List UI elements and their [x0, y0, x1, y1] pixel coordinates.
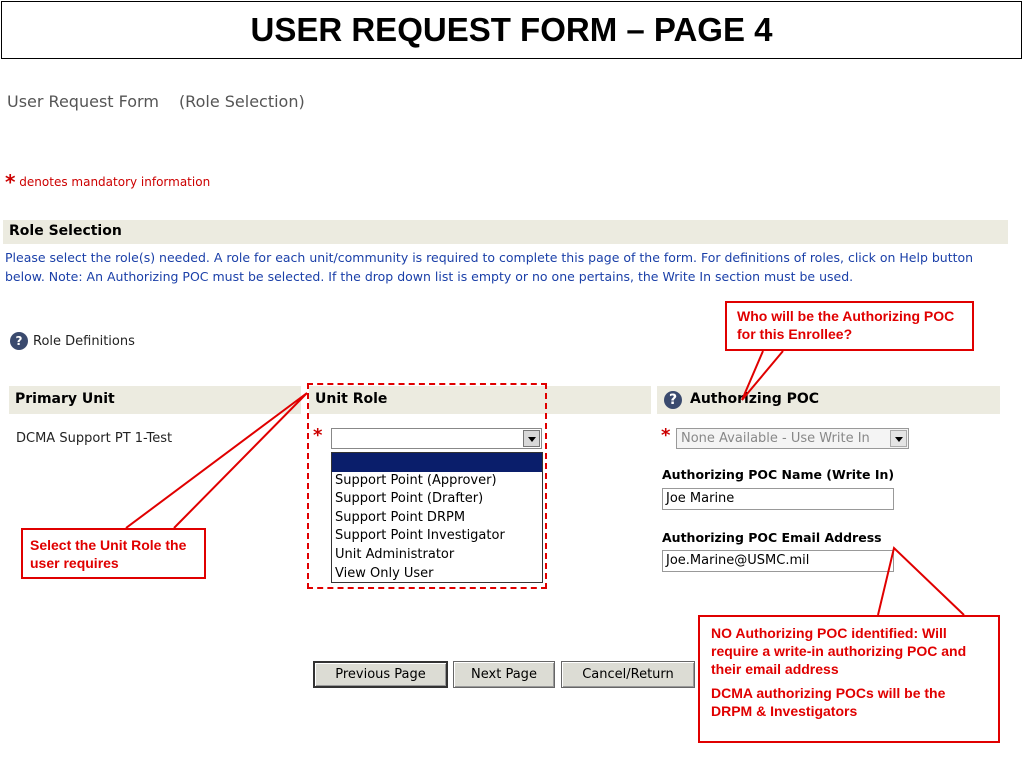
form-header [7, 92, 305, 111]
poc-required-star: * [661, 425, 671, 446]
authorizing-poc-header [657, 386, 1000, 414]
poc-question-callout: Who will be the Authorizing POC for this Enrollee? [725, 301, 974, 351]
authorizing-poc-header-label: Authorizing POC [690, 391, 820, 407]
role-selection-section-bar [3, 220, 1008, 244]
poc-email-label: Authorizing POC Email Address [662, 530, 882, 545]
unit-role-option[interactable]: Support Point (Drafter) [335, 491, 484, 507]
primary-unit-header [9, 386, 301, 414]
chevron-down-icon[interactable] [890, 430, 907, 447]
no-poc-callout-line2: DCMA authorizing POCs will be the DRPM & Investigators [711, 685, 946, 719]
form-header-title: User Request Form [7, 92, 159, 111]
slide-title: USER REQUEST FORM – PAGE 4 [250, 11, 773, 48]
next-page-button[interactable]: Next Page [453, 661, 555, 688]
poc-name-label: Authorizing POC Name (Write In) [662, 467, 895, 482]
mandatory-note [5, 170, 210, 194]
role-definitions-label[interactable]: Role Definitions [33, 333, 135, 349]
no-poc-callout [698, 615, 1000, 743]
unit-role-option[interactable]: View Only User [335, 565, 434, 581]
form-header-subtitle: (Role Selection) [178, 92, 305, 111]
mandatory-text: denotes mandatory information [19, 175, 211, 189]
unit-role-option[interactable]: Support Point DRPM [335, 509, 466, 525]
poc-email-input[interactable]: Joe.Marine@USMC.mil [662, 550, 894, 572]
role-definitions-link[interactable] [10, 332, 135, 350]
role-selection-instructions: Please select the role(s) needed. A role for each unit/community is required to complete this page of the form. For definitions of roles, click on Help button below. Note: An Authorizing POC must be selected. If the drop down list is empty or no one pertains, the Write In section must be used. [5, 250, 974, 284]
poc-help-icon[interactable]: ? [664, 391, 682, 409]
authorizing-poc-select[interactable] [676, 428, 909, 449]
authorizing-poc-select-value: None Available - Use Write In [681, 431, 870, 446]
unit-role-highlight-box [307, 383, 547, 589]
slide-title-box [1, 1, 1022, 59]
unit-role-option[interactable]: Support Point Investigator [335, 528, 505, 544]
unit-role-option[interactable]: Support Point (Approver) [335, 472, 497, 488]
mandatory-star: * [5, 170, 16, 194]
poc-name-input[interactable]: Joe Marine [662, 488, 894, 510]
help-icon[interactable]: ? [10, 332, 28, 350]
role-selection-title: Role Selection [9, 223, 122, 239]
unit-role-option[interactable]: Unit Administrator [335, 546, 455, 562]
unit-role-header-label: Unit Role [315, 391, 388, 407]
primary-unit-header-label: Primary Unit [15, 391, 115, 407]
cancel-return-button[interactable]: Cancel/Return [561, 661, 695, 688]
previous-page-button[interactable]: Previous Page [313, 661, 448, 688]
unit-role-callout: Select the Unit Role the user requires [21, 528, 206, 579]
no-poc-callout-line1: NO Authorizing POC identified: Will require a write-in authorizing POC and their email address [711, 625, 967, 677]
primary-unit-value: DCMA Support PT 1-Test [16, 431, 173, 446]
unit-role-required-star: * [313, 425, 323, 446]
